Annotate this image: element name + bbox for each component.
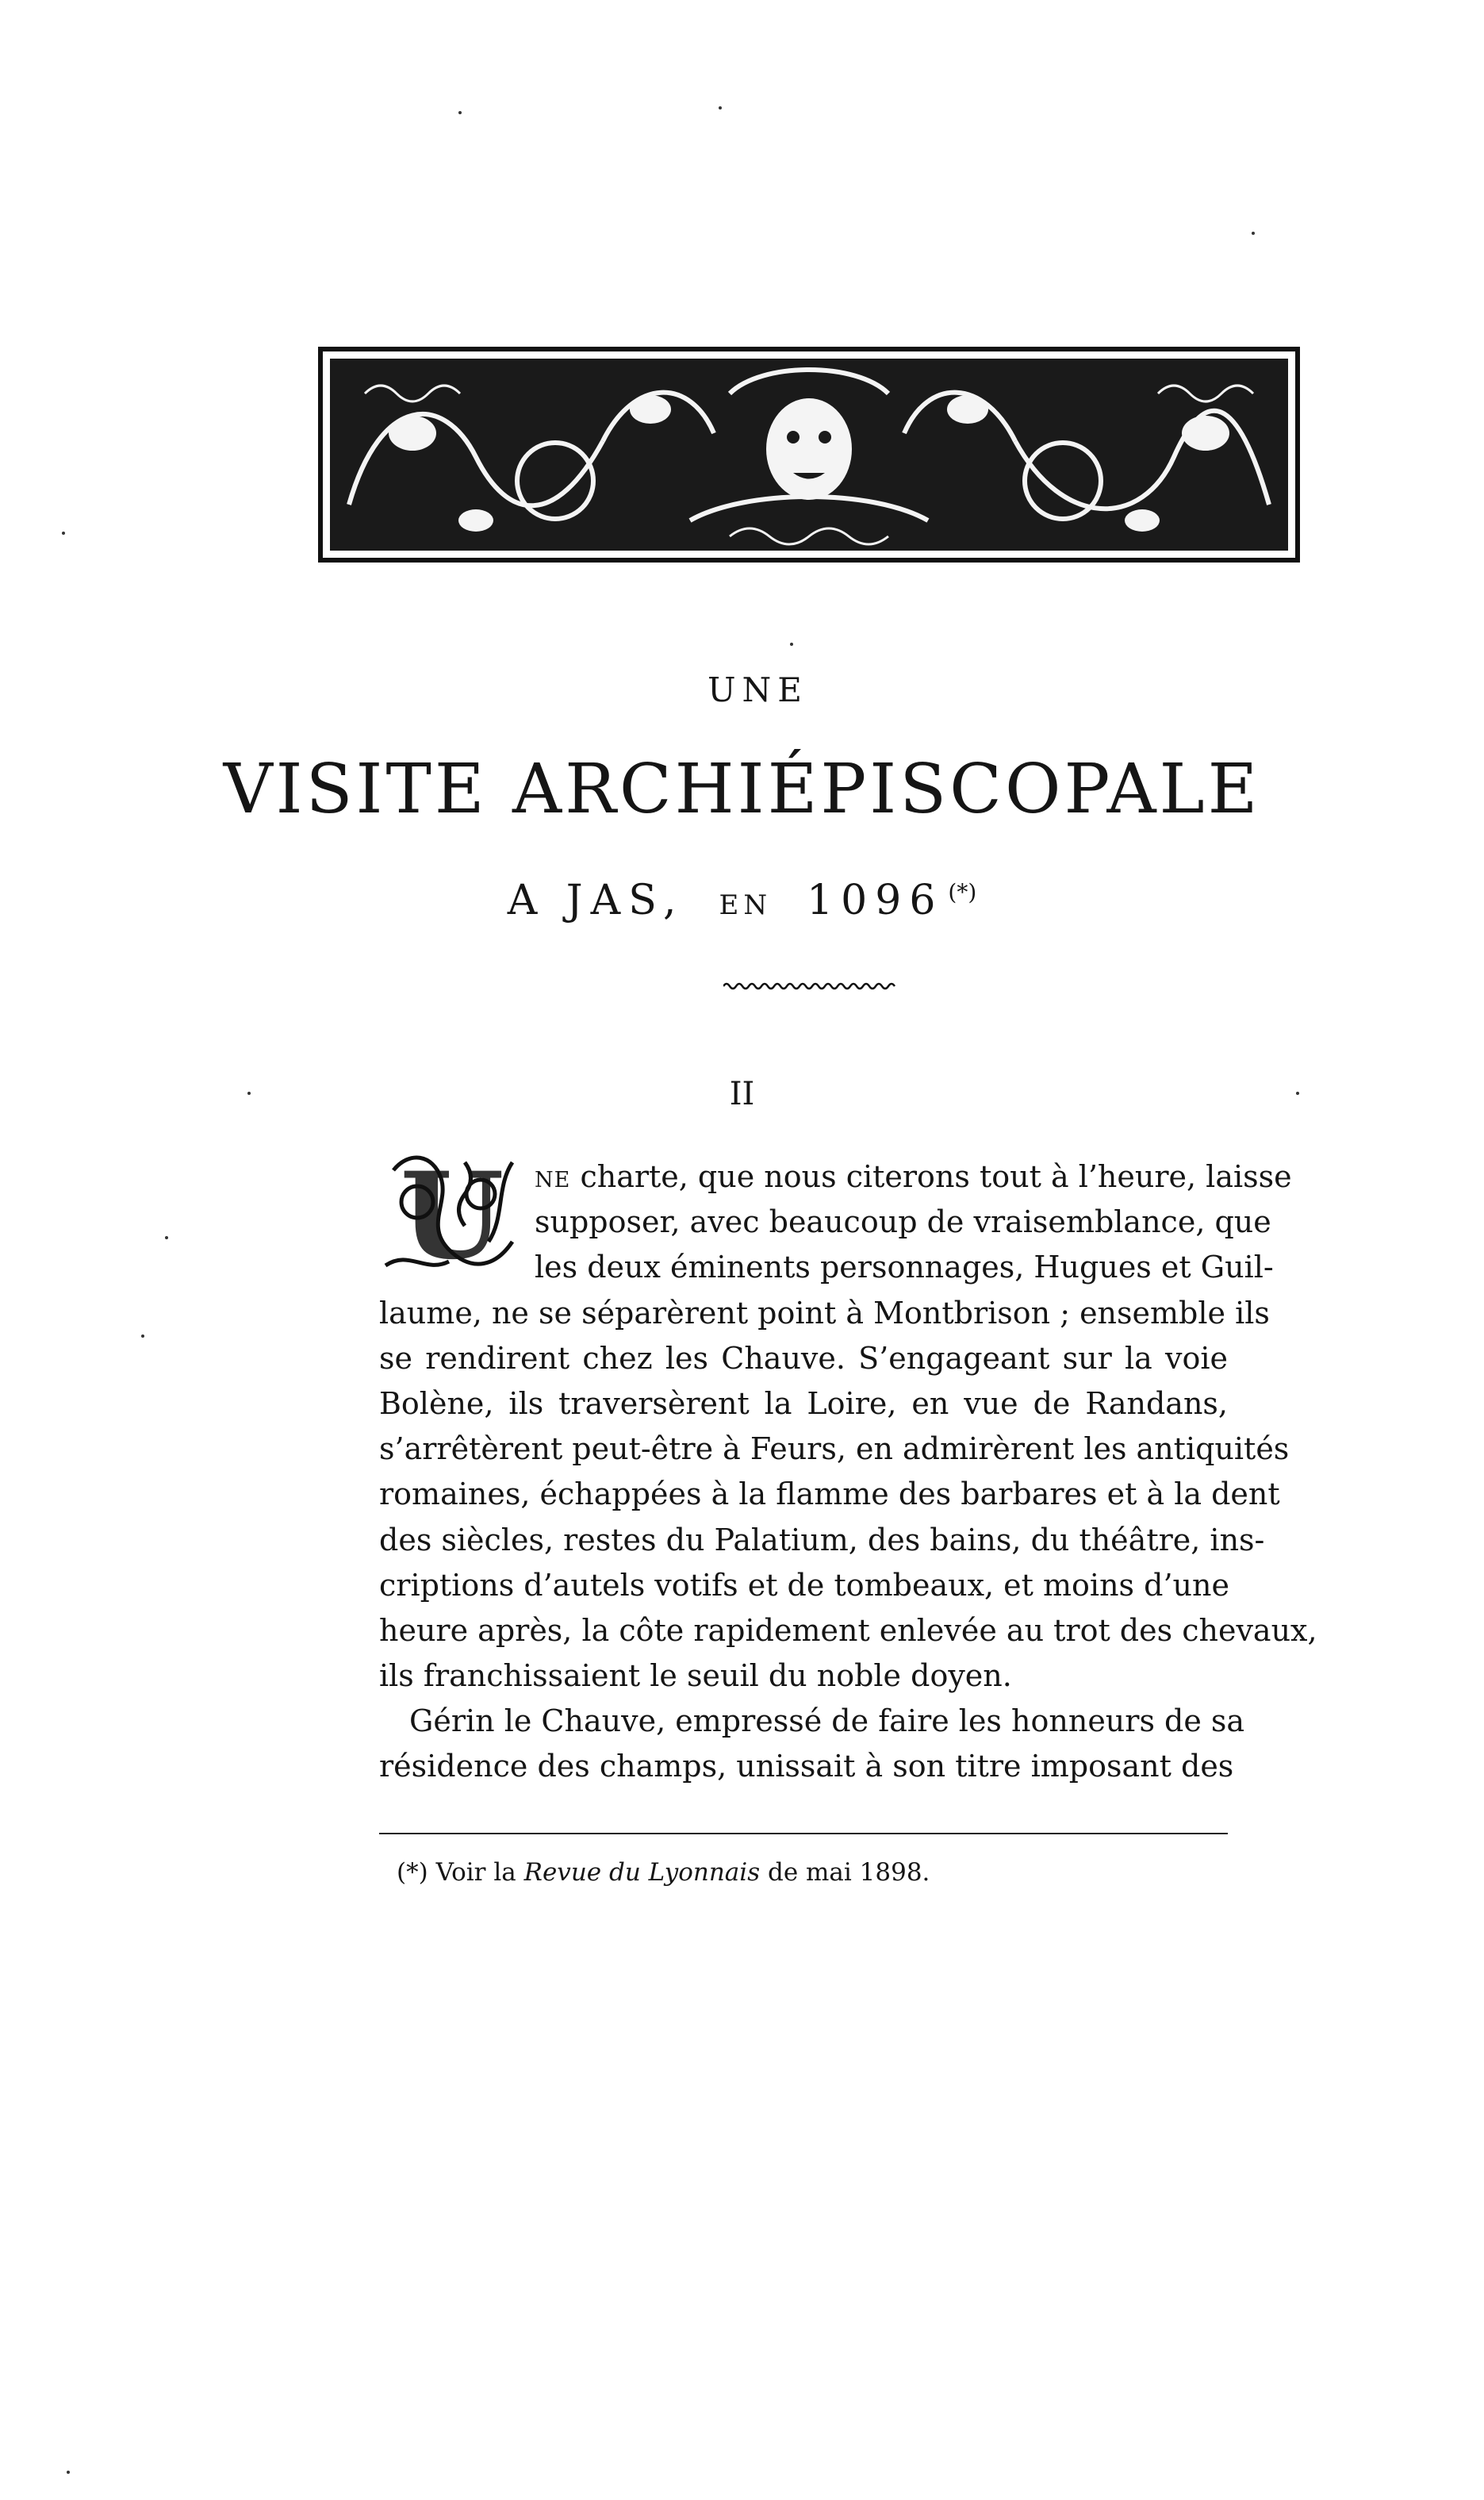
footnote (397, 1858, 930, 1887)
text-line: s’arrêtèrent peut-être à Feurs, en admirèrent les antiquités (379, 1431, 1290, 1467)
text-line: NE charte, que nous citerons tout à l’heure, laisse (535, 1159, 1292, 1194)
text-line: Gérin le Chauve, empressé de faire les honneurs de sa (409, 1703, 1245, 1739)
text-line: ils franchissaient le seuil du noble doyen. (379, 1658, 1012, 1694)
decorative-rule (723, 981, 899, 992)
footnote-text-after: de mai 1898. (767, 1858, 930, 1887)
scan-speck (458, 111, 462, 114)
title-en: EN (719, 889, 773, 921)
text-line: heure après, la côte rapidement enlevée au trot des chevaux, (379, 1612, 1317, 1648)
text-line: Bolène, ils traversèrent la Loire, en vue de Randans, (379, 1385, 1228, 1421)
footnote-mark: (*) (397, 1858, 428, 1887)
text-line: se rendirent chez les Chauve. S’engageant sur la voie (379, 1340, 1228, 1376)
title-place: A JAS, (507, 877, 684, 924)
text-line: résidence des champs, unissait à son titre imposant des (379, 1749, 1234, 1784)
scan-speck (165, 1236, 168, 1239)
text-line: romaines, échappées à la flamme des barbares et à la dent (379, 1477, 1280, 1512)
scan-speck (719, 106, 722, 109)
scan-speck (62, 532, 65, 535)
scan-speck (1252, 232, 1255, 235)
scan-speck (141, 1334, 144, 1338)
title-note-mark: (*) (948, 878, 977, 905)
text-line: les deux éminents personnages, Hugues et Guil- (535, 1250, 1274, 1285)
ornamental-headpiece (317, 346, 1301, 563)
section-number: II (729, 1076, 755, 1112)
text-line: supposer, avec beaucoup de vraisemblance, que (535, 1204, 1271, 1240)
smallcaps-lead: NE (535, 1168, 571, 1192)
scan-speck (790, 643, 793, 646)
scan-speck (67, 2471, 70, 2474)
footnote-text-before: Voir la (435, 1858, 516, 1887)
body-text (379, 1154, 1317, 1790)
footnote-journal: Revue du Lyonnais (523, 1858, 761, 1887)
scan-speck (1296, 1092, 1299, 1095)
dropcap-letter: U (400, 1146, 504, 1280)
footnote-rule (379, 1833, 1228, 1834)
title-prefix: UNE (707, 670, 808, 709)
text-line: des siècles, restes du Palatium, des bains, du théâtre, ins- (379, 1522, 1265, 1557)
text-line: criptions d’autels votifs et de tombeaux, et moins d’une (379, 1567, 1229, 1603)
title-year: 1096 (807, 877, 944, 924)
page-title: VISITE ARCHIÉPISCOPALE (223, 750, 1261, 829)
title-subtitle (0, 877, 1484, 924)
text-line: laume, ne se séparèrent point à Montbrison ; ensemble ils (379, 1295, 1270, 1331)
scan-speck (247, 1092, 251, 1095)
